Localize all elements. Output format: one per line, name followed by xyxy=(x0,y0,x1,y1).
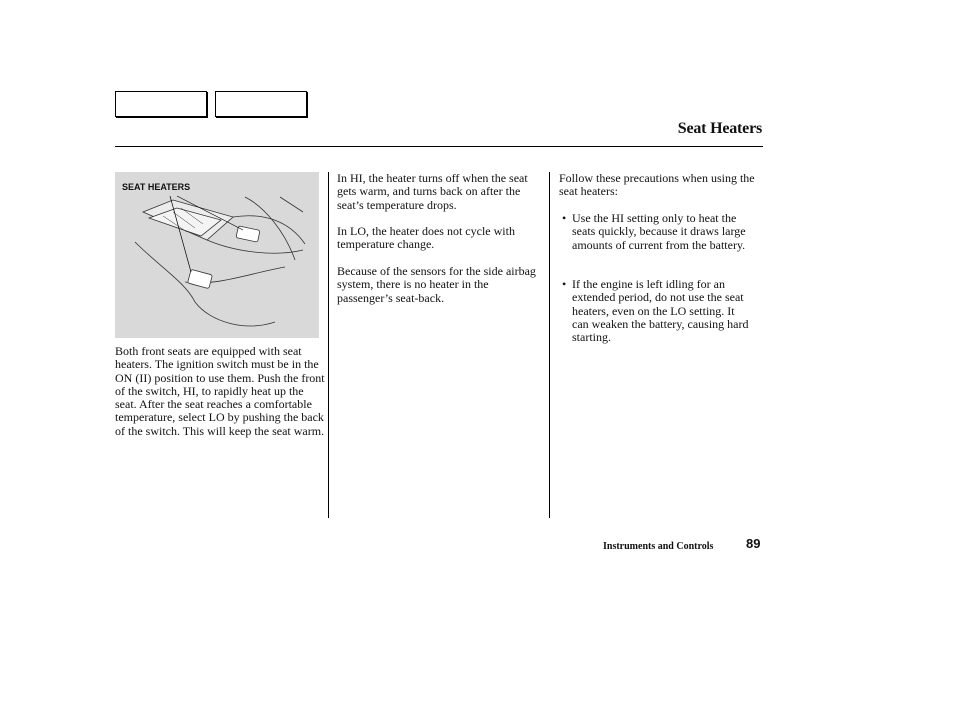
page-number: 89 xyxy=(746,536,761,551)
list-item xyxy=(559,212,754,252)
precautions-intro: Follow these precautions when using the seat heaters: xyxy=(559,171,755,199)
nav-button-prev[interactable] xyxy=(115,91,207,117)
page-title: Seat Heaters xyxy=(677,120,762,137)
body-paragraph: Because of the sensors for the side airbag system, there is no heater in the passenger’s seat-back. xyxy=(337,264,536,305)
seat-heater-illustration xyxy=(115,172,319,338)
header-rule xyxy=(115,146,763,147)
body-paragraph: Both front seats are equipped with seat heaters. The ignition switch must be in the ON (II) position to use them. Push the front of the switch, HI, to rapidly heat up the seat. After the seat reaches a comfortable temperature, select LO by pushing the back of the switch. This will keep the seat warm. xyxy=(115,344,325,438)
list-item-text: Use the HI setting only to heat the seats quickly, because it draws large amounts of current from the battery. xyxy=(572,211,746,252)
column-divider-1 xyxy=(328,172,329,518)
body-paragraph: In HI, the heater turns off when the seat gets warm, and turns back on after the seat’s temperature drops. xyxy=(337,171,528,212)
column-divider-2 xyxy=(549,172,550,518)
figure-label: SEAT HEATERS xyxy=(122,182,191,192)
list-item xyxy=(559,278,754,344)
footer-section-title: Instruments and Controls xyxy=(603,541,714,552)
bullet-icon: • xyxy=(562,211,567,225)
console-drawing xyxy=(115,172,319,338)
bullet-icon: • xyxy=(562,277,567,291)
nav-button-next[interactable] xyxy=(215,91,307,117)
body-paragraph: In LO, the heater does not cycle with temperature change. xyxy=(337,224,515,252)
list-item-text: If the engine is left idling for an extended period, do not use the seat heaters, even on the LO setting. It can weaken the battery, causing hard starting. xyxy=(572,277,749,345)
